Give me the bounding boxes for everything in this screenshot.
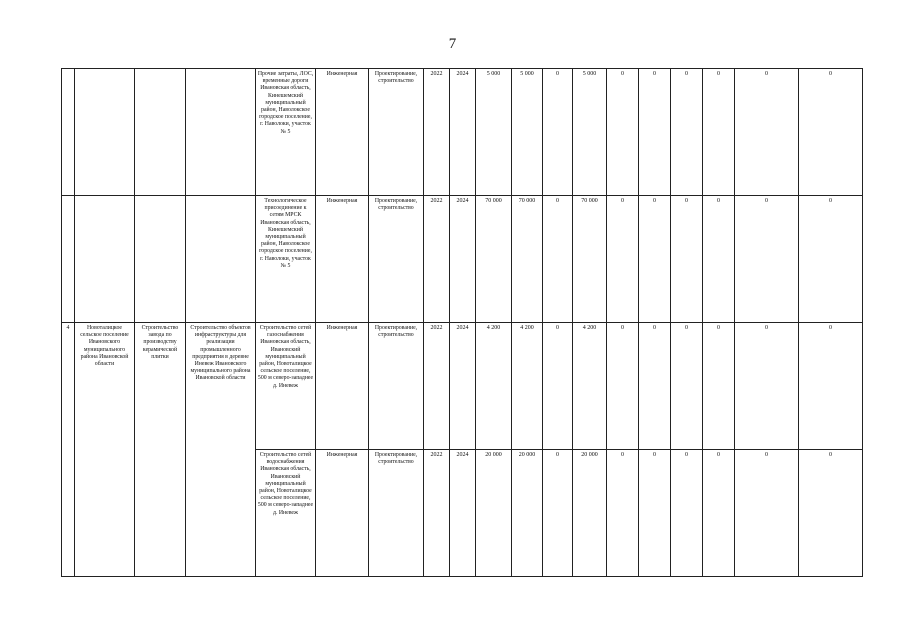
- cell-amount: 0: [671, 196, 703, 323]
- cell-end-year: 2024: [450, 323, 476, 450]
- cell-amount: 0: [639, 450, 671, 577]
- cell-project: Строительство завода по производству керамической плитки: [135, 323, 186, 577]
- cell-start-year: 2022: [424, 196, 450, 323]
- cell-start-year: 2022: [424, 69, 450, 196]
- cell-number: 4: [62, 323, 75, 577]
- cell-amount: 5 000: [512, 69, 543, 196]
- cell-amount: 0: [671, 323, 703, 450]
- cell-amount: 0: [671, 450, 703, 577]
- cell-infrastructure-type: Инженерная: [316, 196, 369, 323]
- cell-end-year: 2024: [450, 69, 476, 196]
- cell-end-year: 2024: [450, 450, 476, 577]
- cell-number: [62, 196, 75, 323]
- cell-object-name: Технологическое присоединение к сетям МРСК Ивановская область, Кинешемский муниципальный район, Наволокское городское поселение, г. Наволоки, участок № 5: [256, 196, 316, 323]
- cell-amount: 70 000: [573, 196, 607, 323]
- cell-amount: 20 000: [573, 450, 607, 577]
- cell-amount: 20 000: [512, 450, 543, 577]
- cell-amount: 0: [639, 196, 671, 323]
- cell-object-name: Прочие затраты, ЛОС, временные дороги Ивановская область, Кинешемский муниципальный район, Наволокское городское поселение, г. Наволоки, участок № 5: [256, 69, 316, 196]
- cell-total-cost: 20 000: [476, 450, 512, 577]
- cell-work-type: Проектирование, строительство: [369, 450, 424, 577]
- cell-amount: 0: [735, 323, 799, 450]
- investment-table: [61, 68, 863, 577]
- cell-amount: 0: [799, 196, 863, 323]
- cell-amount: 5 000: [573, 69, 607, 196]
- cell-start-year: 2022: [424, 323, 450, 450]
- cell-municipality: [75, 196, 135, 323]
- cell-amount: 70 000: [512, 196, 543, 323]
- cell-amount: 0: [735, 450, 799, 577]
- cell-total-cost: 4 200: [476, 323, 512, 450]
- cell-amount: 0: [607, 450, 639, 577]
- cell-amount: 0: [639, 323, 671, 450]
- cell-amount: 0: [607, 323, 639, 450]
- cell-total-cost: 70 000: [476, 196, 512, 323]
- cell-amount: 0: [703, 69, 735, 196]
- cell-object-name: Строительство сетей водоснабжения Ивановская область, Ивановский муниципальный район, Новоталицкое сельское поселение, 500 м северо-западнее д. Иневеж: [256, 450, 316, 577]
- cell-infrastructure-goal: [186, 69, 256, 196]
- cell-amount: 0: [607, 196, 639, 323]
- cell-amount: 0: [799, 450, 863, 577]
- table-row: [62, 323, 863, 450]
- cell-amount: 0: [543, 69, 573, 196]
- cell-infrastructure-goal: [186, 196, 256, 323]
- cell-amount: 0: [639, 69, 671, 196]
- cell-amount: 0: [543, 450, 573, 577]
- cell-infrastructure-type: Инженерная: [316, 323, 369, 450]
- cell-amount: 0: [543, 323, 573, 450]
- cell-amount: 0: [799, 69, 863, 196]
- table-row: [62, 69, 863, 196]
- cell-amount: 0: [799, 323, 863, 450]
- cell-municipality: Новоталицкое сельское поселение Ивановского муниципального района Ивановской области: [75, 323, 135, 577]
- table-row: [62, 196, 863, 323]
- cell-end-year: 2024: [450, 196, 476, 323]
- cell-amount: 0: [735, 69, 799, 196]
- cell-project: [135, 196, 186, 323]
- cell-amount: 4 200: [573, 323, 607, 450]
- cell-total-cost: 5 000: [476, 69, 512, 196]
- cell-number: [62, 69, 75, 196]
- cell-amount: 0: [703, 196, 735, 323]
- cell-infrastructure-goal: Строительство объектов инфраструктуры для реализации промышленного предприятия в деревне Иневеж Ивановского муниципального района Ивановской области: [186, 323, 256, 577]
- cell-project: [135, 69, 186, 196]
- cell-amount: 0: [703, 450, 735, 577]
- cell-amount: 0: [543, 196, 573, 323]
- cell-municipality: [75, 69, 135, 196]
- cell-infrastructure-type: Инженерная: [316, 69, 369, 196]
- cell-amount: 0: [607, 69, 639, 196]
- cell-amount: 4 200: [512, 323, 543, 450]
- cell-work-type: Проектирование, строительство: [369, 323, 424, 450]
- cell-start-year: 2022: [424, 450, 450, 577]
- cell-infrastructure-type: Инженерная: [316, 450, 369, 577]
- cell-amount: 0: [735, 196, 799, 323]
- cell-work-type: Проектирование, строительство: [369, 69, 424, 196]
- cell-amount: 0: [671, 69, 703, 196]
- cell-object-name: Строительство сетей газоснабжения Ивановская область, Ивановский муниципальный район, Новоталицкое сельское поселение, 500 м северо-западнее д. Иневеж: [256, 323, 316, 450]
- cell-amount: 0: [703, 323, 735, 450]
- cell-work-type: Проектирование, строительство: [369, 196, 424, 323]
- page-number: 7: [448, 36, 457, 52]
